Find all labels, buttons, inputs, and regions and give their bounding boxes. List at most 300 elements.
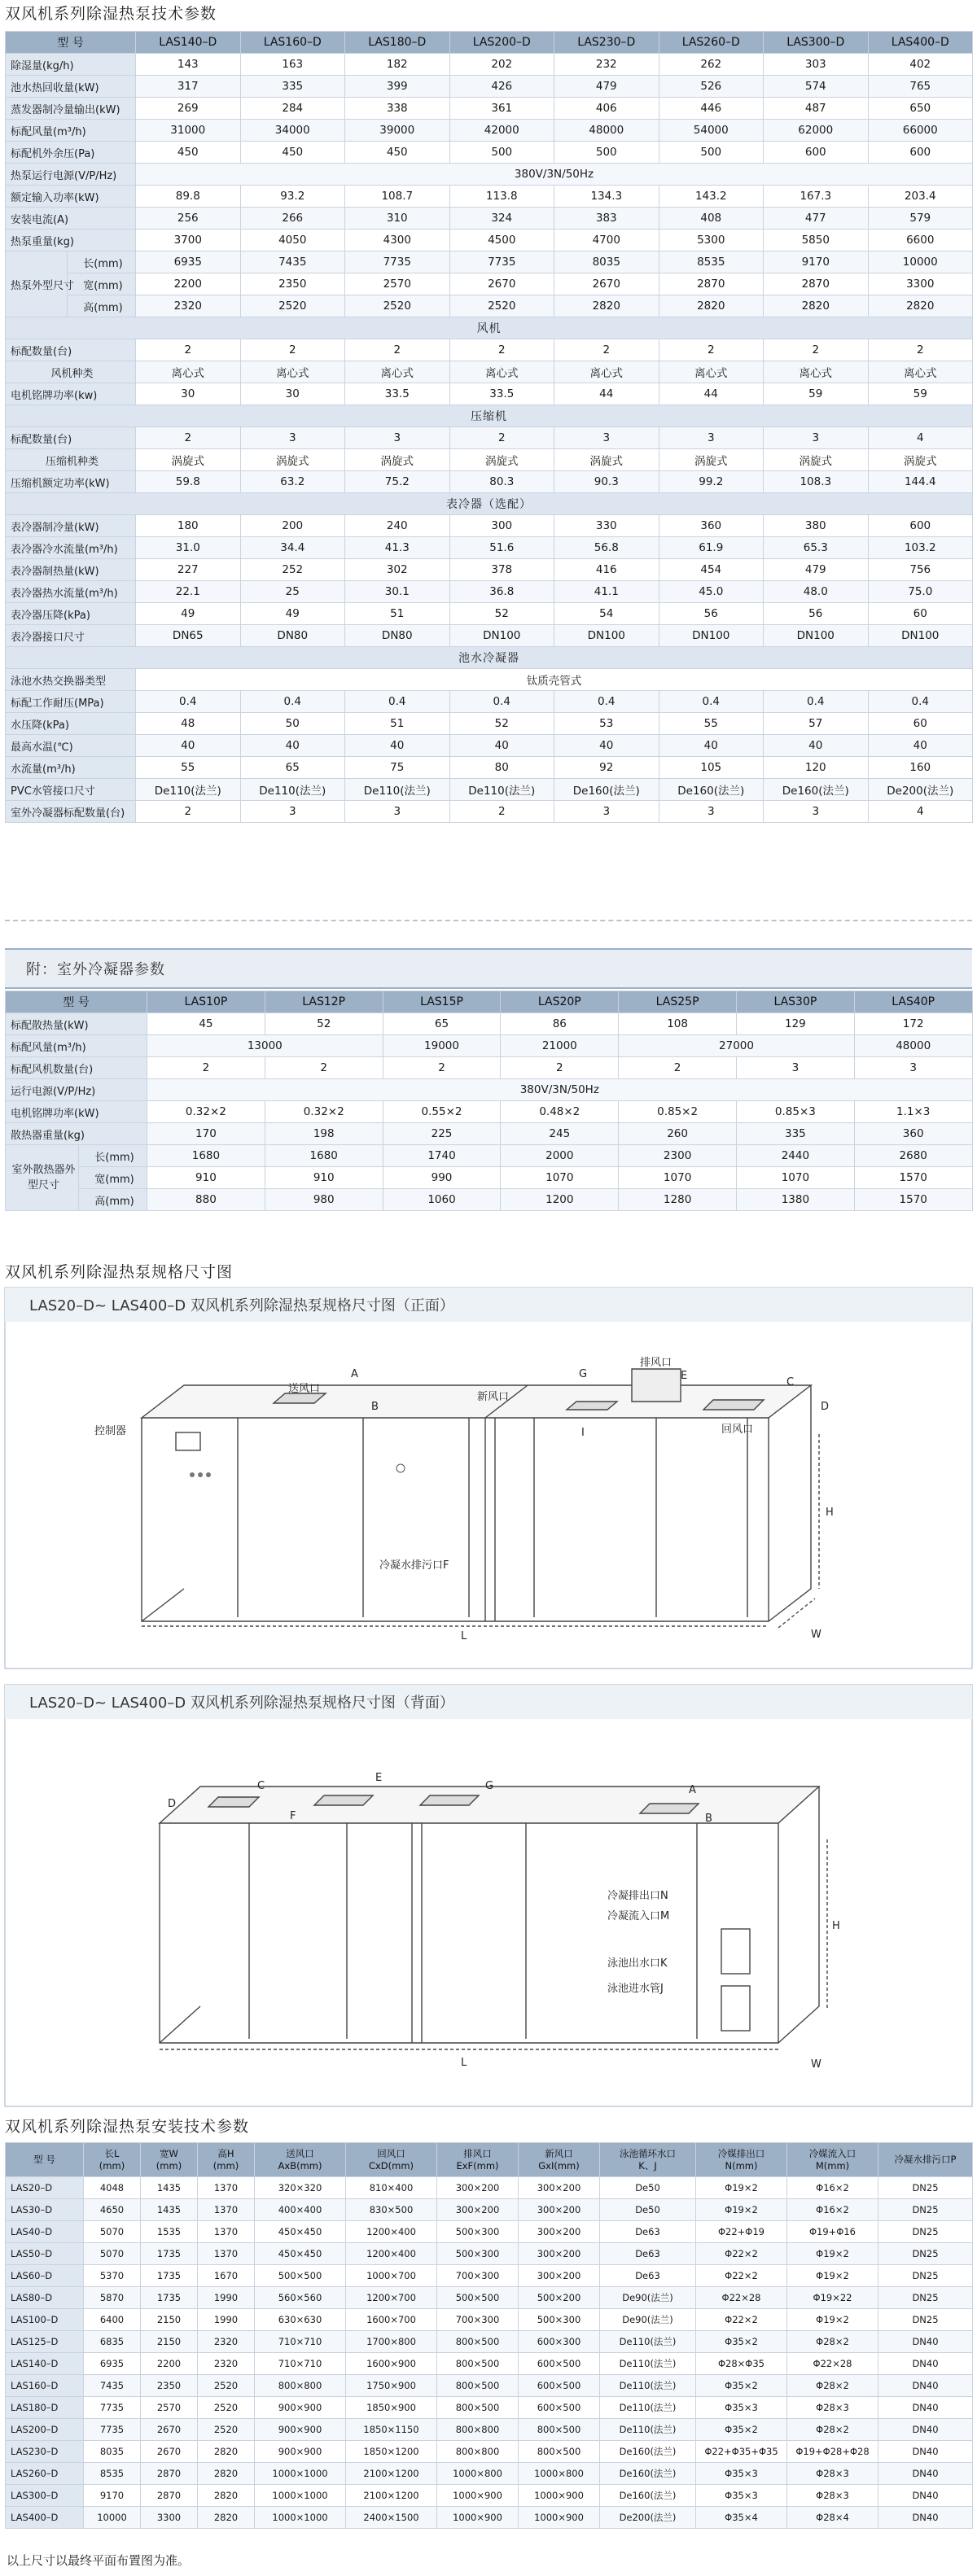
label-a: A — [351, 1368, 358, 1380]
header-cell: 型 号 — [6, 32, 136, 54]
table-row — [6, 2265, 973, 2287]
value-cell: 2680 — [854, 1145, 972, 1167]
value-cell: 172 — [854, 1013, 972, 1035]
value-cell: 3 — [764, 427, 869, 449]
footnote: 以上尺寸以最终平面布置图为准。 — [7, 2553, 191, 2568]
value-cell: 910 — [147, 1167, 265, 1189]
group-header-row — [6, 317, 973, 339]
value-cell: 180 — [136, 515, 241, 537]
row-label: 室外冷凝器标配数量(台) — [6, 801, 136, 823]
header-cell: 送风口 AxB(mm) — [255, 2143, 346, 2177]
divider — [5, 920, 972, 921]
value-cell: 300×200 — [519, 2243, 600, 2265]
value-cell: 2150 — [141, 2309, 198, 2331]
row-label: 标配风量(m³/h) — [6, 120, 136, 142]
model-cell: LAS40P — [854, 991, 972, 1013]
value-cell: DN100 — [659, 625, 764, 647]
value-cell: Φ35×2 — [696, 2375, 787, 2397]
value-cell: 378 — [449, 559, 554, 581]
value-cell: DN80 — [345, 625, 450, 647]
header-cell: 高H (mm) — [198, 2143, 255, 2177]
value-cell: 2670 — [449, 273, 554, 295]
value-cell: 75.0 — [868, 581, 973, 603]
value-cell: 61.9 — [659, 537, 764, 559]
value-cell: 3 — [854, 1057, 972, 1079]
value-cell: 360 — [854, 1123, 972, 1145]
row-label: LAS260–D — [6, 2463, 84, 2485]
table-row — [6, 2221, 973, 2243]
value-cell: Φ19+Φ28+Φ28 — [787, 2441, 878, 2463]
value-cell: 113.8 — [449, 186, 554, 208]
value-cell: 40 — [764, 735, 869, 757]
value-cell: 500 — [659, 142, 764, 164]
value-cell: 7735 — [84, 2397, 141, 2419]
value-cell: 3 — [659, 427, 764, 449]
value-cell: 1735 — [141, 2243, 198, 2265]
value-cell: Φ35×2 — [696, 2419, 787, 2441]
value-cell: 600×500 — [519, 2375, 600, 2397]
value-cell: DN25 — [878, 2199, 973, 2221]
value-cell: 涡旋式 — [136, 449, 241, 471]
value-cell: 5300 — [659, 230, 764, 251]
value-cell: 252 — [240, 559, 345, 581]
label-i: I — [581, 1427, 585, 1439]
value-cell: 500×300 — [437, 2243, 519, 2265]
value-cell: 446 — [659, 98, 764, 120]
value-cell: Φ22×2 — [696, 2243, 787, 2265]
value-cell: 167.3 — [764, 186, 869, 208]
value-cell: 600 — [764, 142, 869, 164]
table-row — [6, 2243, 973, 2265]
value-cell: 2 — [501, 1057, 619, 1079]
value-cell: 108 — [619, 1013, 737, 1035]
row-label: 高(mm) — [79, 1189, 147, 1211]
value-cell: 1000×700 — [346, 2265, 437, 2287]
row-label: 热泵运行电源(V/P/Hz) — [6, 164, 136, 186]
row-label: 池水热回收量(kW) — [6, 76, 136, 98]
row-label: 表冷器制热量(kW) — [6, 559, 136, 581]
value-cell: 2520 — [198, 2397, 255, 2419]
value-cell: Φ22×2 — [696, 2309, 787, 2331]
value-cell: 360 — [659, 515, 764, 537]
label-cond-out: 冷凝排出口N — [607, 1890, 668, 1902]
row-label: LAS400–D — [6, 2507, 84, 2529]
value-cell: 63.2 — [240, 471, 345, 493]
value-cell: 离心式 — [345, 361, 450, 383]
label-back-l: L — [461, 2057, 467, 2069]
value-cell: Φ28×2 — [787, 2375, 878, 2397]
value-cell: 1435 — [141, 2199, 198, 2221]
row-label: 表冷器压降(kPa) — [6, 603, 136, 625]
front-drawing — [5, 1288, 972, 1670]
table-row — [6, 1057, 973, 1079]
value-cell: 7435 — [240, 251, 345, 273]
value-cell: DN25 — [878, 2287, 973, 2309]
value-cell: 900×900 — [255, 2397, 346, 2419]
table-row — [6, 383, 973, 405]
table-row — [6, 339, 973, 361]
value-cell: 335 — [737, 1123, 855, 1145]
row-label: 高(mm) — [68, 295, 136, 317]
value-cell: 479 — [764, 559, 869, 581]
value-cell: Φ19+Φ16 — [787, 2221, 878, 2243]
table-row — [6, 164, 973, 186]
value-cell: 40 — [659, 735, 764, 757]
value-cell: 1570 — [854, 1189, 972, 1211]
value-cell: 800×500 — [437, 2397, 519, 2419]
value-cell: 59 — [868, 383, 973, 405]
value-cell: 1070 — [737, 1167, 855, 1189]
header-cell: 新风口 GxI(mm) — [519, 2143, 600, 2177]
value-cell: 1000×1000 — [255, 2507, 346, 2529]
value-cell: 1750×900 — [346, 2375, 437, 2397]
value-cell: 526 — [659, 76, 764, 98]
value-cell: 479 — [554, 76, 659, 98]
value-cell: 182 — [345, 54, 450, 76]
row-label: LAS50–D — [6, 2243, 84, 2265]
value-cell: 1070 — [619, 1167, 737, 1189]
value-cell: 2820 — [198, 2485, 255, 2507]
value-cell: 0.85×3 — [737, 1101, 855, 1123]
value-cell: 300×200 — [519, 2221, 600, 2243]
row-label: 宽(mm) — [68, 273, 136, 295]
value-cell: 92 — [554, 757, 659, 779]
value-cell: De110(法兰) — [600, 2419, 696, 2441]
value-cell: 300×200 — [519, 2177, 600, 2199]
header-cell: 型 号 — [6, 2143, 84, 2177]
row-label: 电机铭牌功率(kW) — [6, 1101, 147, 1123]
value-cell: 1370 — [198, 2199, 255, 2221]
value-cell: 涡旋式 — [868, 449, 973, 471]
row-label: LAS180–D — [6, 2397, 84, 2419]
value-cell: 27000 — [619, 1035, 855, 1057]
value-cell: 75 — [345, 757, 450, 779]
value-cell: 离心式 — [240, 361, 345, 383]
value-cell: 3 — [764, 801, 869, 823]
value-cell: 65.3 — [764, 537, 869, 559]
value-cell: 500×300 — [437, 2221, 519, 2243]
row-label: 表冷器冷水流量(m³/h) — [6, 537, 136, 559]
value-cell: 13000 — [147, 1035, 383, 1057]
value-cell: 2 — [868, 339, 973, 361]
value-cell: 5850 — [764, 230, 869, 251]
value-cell: 2400×1500 — [346, 2507, 437, 2529]
value-cell: 1535 — [141, 2221, 198, 2243]
value-cell: 269 — [136, 98, 241, 120]
table-row — [6, 779, 973, 801]
table-header-row — [6, 991, 973, 1013]
value-cell: DN40 — [878, 2463, 973, 2485]
value-cell: 34.4 — [240, 537, 345, 559]
value-cell: De160(法兰) — [600, 2485, 696, 2507]
row-label: LAS100–D — [6, 2309, 84, 2331]
value-cell: 2670 — [554, 273, 659, 295]
value-cell: 477 — [764, 208, 869, 230]
value-cell: 3 — [554, 801, 659, 823]
table-row — [6, 2353, 973, 2375]
value-cell: 810×400 — [346, 2177, 437, 2199]
value-cell: 361 — [449, 98, 554, 120]
model-cell: LAS200–D — [449, 32, 554, 54]
value-cell: Φ35×4 — [696, 2507, 787, 2529]
value-cell: 34000 — [240, 120, 345, 142]
row-label: 长(mm) — [68, 251, 136, 273]
value-cell: 2520 — [240, 295, 345, 317]
value-cell: 650 — [868, 98, 973, 120]
value-cell: Φ35×3 — [696, 2463, 787, 2485]
table-row — [6, 537, 973, 559]
group-header: 表冷器（选配） — [6, 493, 973, 515]
row-label: 压缩机种类 — [6, 449, 136, 471]
value-cell: 800×800 — [437, 2441, 519, 2463]
value-cell: 8035 — [554, 251, 659, 273]
value-cell: De160(法兰) — [764, 779, 869, 801]
label-b: B — [371, 1401, 379, 1413]
value-cell: 1850×1200 — [346, 2441, 437, 2463]
group-label: 热泵外型尺寸 — [6, 251, 68, 317]
value-cell: 涡旋式 — [345, 449, 450, 471]
value-cell: 1680 — [147, 1145, 265, 1167]
value-cell: 0.32×2 — [147, 1101, 265, 1123]
value-cell: 2520 — [198, 2375, 255, 2397]
value-cell: 7735 — [345, 251, 450, 273]
value-cell: DN65 — [136, 625, 241, 647]
value-cell: 2670 — [141, 2441, 198, 2463]
value-cell: 574 — [764, 76, 869, 98]
value-cell: 103.2 — [868, 537, 973, 559]
value-cell: 1850×1150 — [346, 2419, 437, 2441]
value-cell: 1000×1000 — [255, 2463, 346, 2485]
value-cell: 60 — [868, 603, 973, 625]
value-cell: 3 — [240, 801, 345, 823]
value-cell: 380 — [764, 515, 869, 537]
value-cell: 44 — [554, 383, 659, 405]
value-cell: 40 — [868, 735, 973, 757]
value-cell: 45 — [147, 1013, 265, 1035]
value-cell: 198 — [265, 1123, 383, 1145]
span-cell: 钛质壳管式 — [136, 669, 973, 691]
value-cell: 8535 — [84, 2463, 141, 2485]
value-cell: 89.8 — [136, 186, 241, 208]
row-label: 水压降(kPa) — [6, 713, 136, 735]
value-cell: 3 — [659, 801, 764, 823]
value-cell: 0.4 — [240, 691, 345, 713]
model-cell: LAS10P — [147, 991, 265, 1013]
value-cell: 1740 — [383, 1145, 501, 1167]
value-cell: 62000 — [764, 120, 869, 142]
value-cell: 9170 — [84, 2485, 141, 2507]
value-cell: 49 — [136, 603, 241, 625]
table-row — [6, 2507, 973, 2529]
value-cell: 80.3 — [449, 471, 554, 493]
value-cell: 19000 — [383, 1035, 501, 1057]
value-cell: 离心式 — [554, 361, 659, 383]
value-cell: 756 — [868, 559, 973, 581]
value-cell: 450 — [240, 142, 345, 164]
value-cell: Φ22+Φ35+Φ35 — [696, 2441, 787, 2463]
value-cell: DN25 — [878, 2265, 973, 2287]
value-cell: 2440 — [737, 1145, 855, 1167]
model-cell: LAS12P — [265, 991, 383, 1013]
value-cell: DN25 — [878, 2243, 973, 2265]
value-cell: 0.4 — [136, 691, 241, 713]
value-cell: De50 — [600, 2199, 696, 2221]
table-row — [6, 273, 973, 295]
value-cell: 2 — [136, 339, 241, 361]
condenser-section-band: 附：室外冷凝器参数 — [5, 948, 972, 989]
value-cell: 800×500 — [519, 2441, 600, 2463]
value-cell: 39000 — [345, 120, 450, 142]
label-drain: 冷凝水排污口F — [379, 1559, 449, 1572]
table-row — [6, 2441, 973, 2463]
value-cell: 52 — [449, 713, 554, 735]
value-cell: 90.3 — [554, 471, 659, 493]
value-cell: 426 — [449, 76, 554, 98]
row-label: 风机种类 — [6, 361, 136, 383]
value-cell: 1680 — [265, 1145, 383, 1167]
value-cell: 55 — [136, 757, 241, 779]
value-cell: 54 — [554, 603, 659, 625]
table-row — [6, 1189, 973, 1211]
header-cell: 冷凝水排污口P — [878, 2143, 973, 2177]
value-cell: 48.0 — [764, 581, 869, 603]
row-label: LAS80–D — [6, 2287, 84, 2309]
value-cell: 6400 — [84, 2309, 141, 2331]
value-cell: DN100 — [868, 625, 973, 647]
header-cell: 型 号 — [6, 991, 147, 1013]
label-back-b: B — [705, 1813, 712, 1825]
value-cell: 2 — [240, 339, 345, 361]
value-cell: DN100 — [764, 625, 869, 647]
row-label: 标配数量(台) — [6, 427, 136, 449]
value-cell: 1200×700 — [346, 2287, 437, 2309]
value-cell: 8535 — [659, 251, 764, 273]
label-back-e: E — [375, 1772, 383, 1784]
value-cell: 3 — [345, 801, 450, 823]
value-cell: 93.2 — [240, 186, 345, 208]
table-row — [6, 1101, 973, 1123]
value-cell: 48 — [136, 713, 241, 735]
value-cell: 4050 — [240, 230, 345, 251]
value-cell: 880 — [147, 1189, 265, 1211]
value-cell: 6600 — [868, 230, 973, 251]
value-cell: 57 — [764, 713, 869, 735]
value-cell: 2100×1200 — [346, 2463, 437, 2485]
value-cell: 1070 — [501, 1167, 619, 1189]
value-cell: 980 — [265, 1189, 383, 1211]
header-cell: 回风口 CxD(mm) — [346, 2143, 437, 2177]
value-cell: 40 — [136, 735, 241, 757]
value-cell: 200 — [240, 515, 345, 537]
value-cell: 36.8 — [449, 581, 554, 603]
value-cell: 600 — [868, 142, 973, 164]
value-cell: 402 — [868, 54, 973, 76]
label-pool-in: 泳池进水管J — [607, 1983, 664, 1995]
value-cell: 2820 — [198, 2463, 255, 2485]
value-cell: 227 — [136, 559, 241, 581]
row-label: LAS230–D — [6, 2441, 84, 2463]
label-supply: 送风口 — [288, 1383, 321, 1395]
value-cell: 86 — [501, 1013, 619, 1035]
value-cell: 60 — [868, 713, 973, 735]
value-cell: De110(法兰) — [449, 779, 554, 801]
value-cell: 2820 — [198, 2507, 255, 2529]
table-row — [6, 186, 973, 208]
value-cell: 450 — [345, 142, 450, 164]
value-cell: 2320 — [136, 295, 241, 317]
label-back-d: D — [168, 1798, 177, 1810]
value-cell: 51.6 — [449, 537, 554, 559]
section1-title: 双风机系列除湿热泵技术参数 — [5, 5, 217, 23]
row-label: 标配数量(台) — [6, 339, 136, 361]
value-cell: 330 — [554, 515, 659, 537]
value-cell: 335 — [240, 76, 345, 98]
value-cell: 30 — [240, 383, 345, 405]
value-cell: 202 — [449, 54, 554, 76]
value-cell: DN40 — [878, 2485, 973, 2507]
table-row — [6, 2485, 973, 2507]
value-cell: 0.48×2 — [501, 1101, 619, 1123]
value-cell: 800×800 — [255, 2375, 346, 2397]
model-cell: LAS180–D — [345, 32, 450, 54]
value-cell: 2 — [265, 1057, 383, 1079]
value-cell: 416 — [554, 559, 659, 581]
value-cell: 1990 — [198, 2287, 255, 2309]
row-label: 压缩机额定功率(kW) — [6, 471, 136, 493]
value-cell: 245 — [501, 1123, 619, 1145]
value-cell: 450 — [136, 142, 241, 164]
model-cell: LAS400–D — [868, 32, 973, 54]
label-cond-in: 冷凝流入口M — [607, 1910, 670, 1922]
value-cell: 54000 — [659, 120, 764, 142]
value-cell: 108.3 — [764, 471, 869, 493]
value-cell: 1060 — [383, 1189, 501, 1211]
value-cell: 2820 — [659, 295, 764, 317]
label-back-h: H — [832, 1920, 840, 1932]
value-cell: 4650 — [84, 2199, 141, 2221]
value-cell: 600×500 — [519, 2397, 600, 2419]
value-cell: 262 — [659, 54, 764, 76]
value-cell: 1735 — [141, 2287, 198, 2309]
row-label: 电机铭牌功率(kw) — [6, 383, 136, 405]
row-label: LAS160–D — [6, 2375, 84, 2397]
value-cell: 2820 — [764, 295, 869, 317]
header-cell: 宽W (mm) — [141, 2143, 198, 2177]
value-cell: 0.4 — [868, 691, 973, 713]
value-cell: De90(法兰) — [600, 2309, 696, 2331]
value-cell: Φ22×28 — [696, 2287, 787, 2309]
value-cell: De90(法兰) — [600, 2287, 696, 2309]
value-cell: De50 — [600, 2177, 696, 2199]
value-cell: DN40 — [878, 2353, 973, 2375]
value-cell: De63 — [600, 2221, 696, 2243]
value-cell: 离心式 — [136, 361, 241, 383]
value-cell: 560×560 — [255, 2287, 346, 2309]
value-cell: 1200×400 — [346, 2243, 437, 2265]
value-cell: De160(法兰) — [659, 779, 764, 801]
back-drawing — [5, 1685, 972, 2108]
row-label: 标配风量(m³/h) — [6, 1035, 147, 1057]
value-cell: 56 — [764, 603, 869, 625]
value-cell: 1850×900 — [346, 2397, 437, 2419]
model-cell: LAS260–D — [659, 32, 764, 54]
value-cell: 630×630 — [255, 2309, 346, 2331]
value-cell: 3 — [737, 1057, 855, 1079]
value-cell: 40 — [554, 735, 659, 757]
value-cell: 2350 — [240, 273, 345, 295]
value-cell: 3300 — [141, 2507, 198, 2529]
value-cell: De110(法兰) — [600, 2375, 696, 2397]
